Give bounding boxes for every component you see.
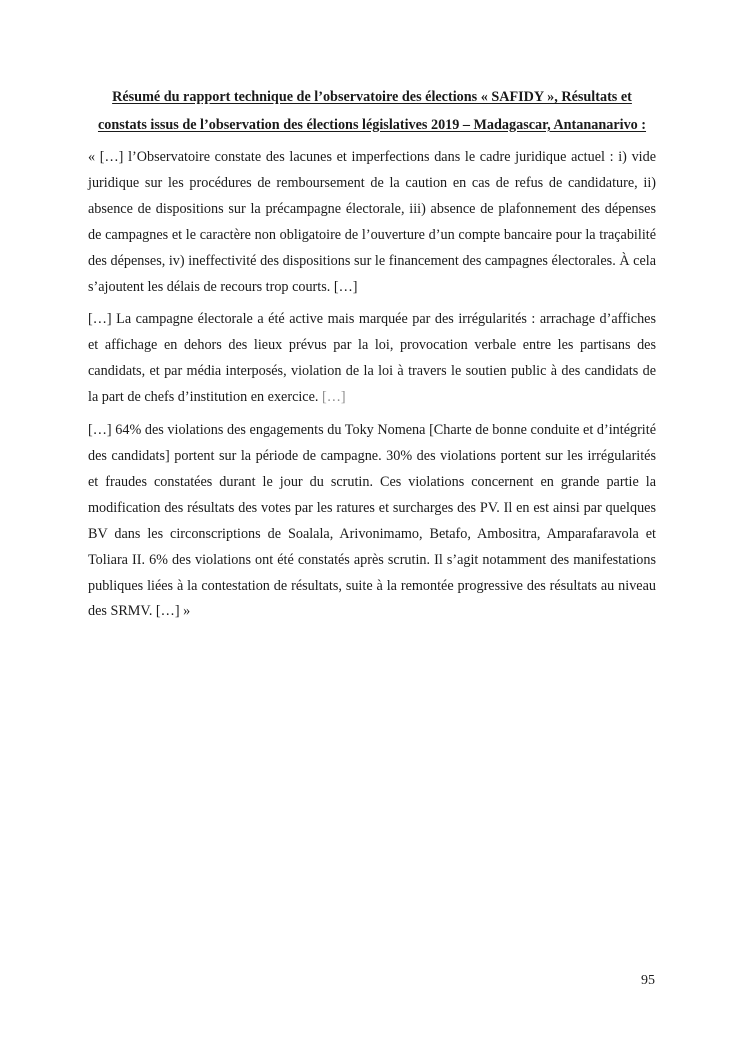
document-title: Résumé du rapport technique de l’observatoire des élections « SAFIDY », Résultats et constats issus de l’observation des élections législatives 2019 – Madagascar, Antananarivo : <box>97 89 647 133</box>
paragraph-violations-text: […] 64% des violations des engagements du Toky Nomena [Charte de bonne conduite et d’intégrité des candidats] portent sur la période de campagne. 30% des violations portent sur les irrégularités et fraudes constatées durant le jour du scrutin. Ces violations concernent en grande partie la modification des résultats des votes par les ratures et surcharges des PV. Il en est ainsi par quelques BV dans les circonscriptions de Soalala, Arivonimamo, Betafo, Ambositra, Amparafaravola et Toliara II. 6% des violations ont été constatés après scrutin. Il s’agit notamment des manifestations publiques liées à la contestation de résultats, suite à la remontée progressive des résultats au niveau des SRMV. […] » <box>88 422 656 620</box>
document-page <box>88 84 656 632</box>
paragraph-legal-framework-text: « […] l’Observatoire constate des lacunes et imperfections dans le cadre juridique actuel : i) vide juridique sur les procédures de remboursement de la caution en cas de refus de candidature, ii) absence de dispositions sur la précampagne électorale, iii) absence de plafonnement des dépenses de campagnes et le caractère non obligatoire de l’ouverture d’un compte bancaire pour la traçabilité des dépenses, iv) ineffectivité des dispositions sur le financement des campagnes électorales. À cela s’ajoutent les délais de recours trop courts. […] <box>88 149 656 295</box>
page-number: 95 <box>641 973 655 988</box>
paragraph-legal-framework <box>88 145 656 300</box>
paragraph-campaign <box>88 307 656 411</box>
paragraph-campaign-ellipsis: […] <box>322 389 346 406</box>
paragraph-campaign-text: […] La campagne électorale a été active mais marquée par des irrégularités : arrachage d’affiches et affichage en dehors des lieux prévus par la loi, provocation verbale entre les partisans des candidats, et par média interposés, violation de la loi à travers le soutien public à des candidats de la part de chefs d’institution en exercice. <box>88 311 656 406</box>
paragraph-violations <box>88 418 656 625</box>
